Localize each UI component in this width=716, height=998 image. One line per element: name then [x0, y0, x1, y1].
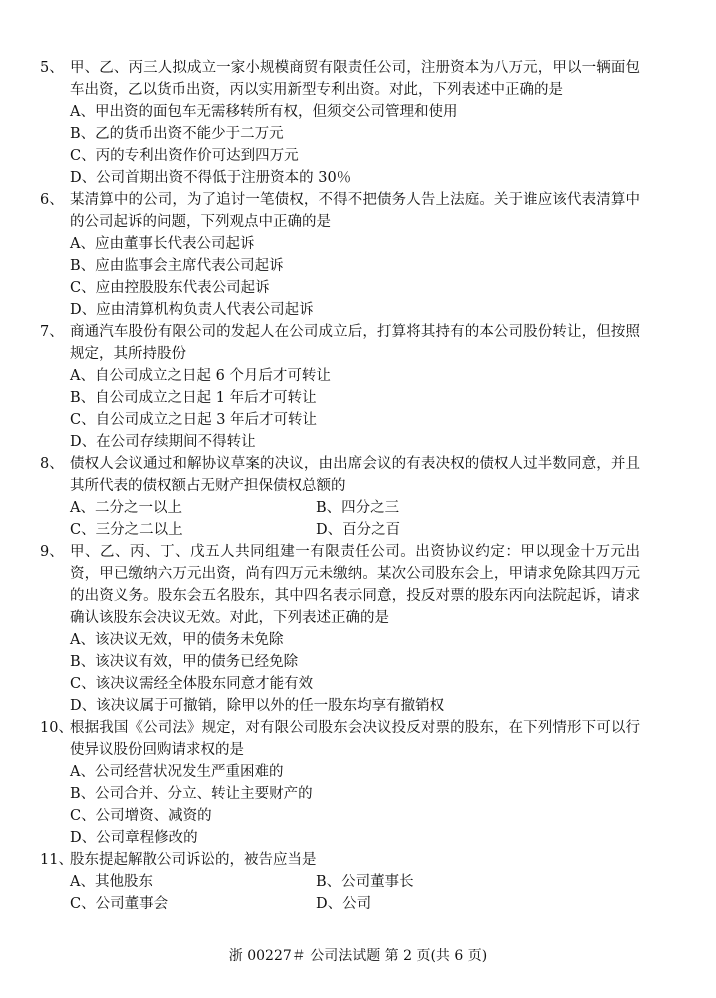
answer-option: A、公司经营状况发生严重困难的 [70, 764, 284, 780]
answer-option: B、该决议有效，甲的债务已经免除 [70, 654, 299, 670]
answer-option: D、应由清算机构负责人代表公司起诉 [70, 302, 314, 318]
answer-option: C、该决议需经全体股东同意才能有效 [70, 676, 314, 692]
question-0 [40, 57, 640, 189]
question-text: 股东提起解散公司诉讼的，被告应当是 [70, 852, 317, 868]
answer-option: A、甲出资的面包车无需移转所有权，但须交公司管理和使用 [70, 104, 458, 120]
answer-option: C、公司董事会 [70, 896, 169, 912]
answer-option: D、公司 [316, 896, 372, 912]
question-number: 8、 [40, 456, 64, 472]
question-3 [40, 453, 640, 541]
question-number: 11、 [40, 852, 73, 868]
answer-option: C、三分之二以上 [70, 522, 183, 538]
answer-option-row [40, 893, 640, 915]
answer-option-row [40, 497, 640, 519]
answer-option: A、该决议无效，甲的债务未免除 [70, 632, 284, 648]
question-stem [40, 321, 640, 365]
question-5 [40, 717, 640, 849]
answer-option: C、丙的专利出资作价可达到四万元 [70, 148, 299, 164]
question-text: 某清算中的公司，为了追讨一笔债权，不得不把债务人告上法庭。关于谁应该代表清算中的公司起诉的问题，下列观点中正确的是 [70, 192, 640, 230]
answer-option: A、自公司成立之日起 6 个月后才可转让 [70, 368, 331, 384]
question-1 [40, 189, 640, 321]
question-stem [40, 849, 640, 871]
answer-option: C、应由控股股东代表公司起诉 [70, 280, 270, 296]
question-number: 5、 [40, 60, 64, 76]
question-number: 10、 [40, 720, 73, 736]
question-stem [40, 541, 640, 629]
answer-option-row [40, 871, 640, 893]
answer-option: B、自公司成立之日起 1 年后才可转让 [70, 390, 317, 406]
answer-option: D、在公司存续期间不得转让 [70, 434, 256, 450]
question-number: 9、 [40, 544, 64, 560]
question-4 [40, 541, 640, 717]
question-number: 7、 [40, 324, 64, 340]
answer-option: C、自公司成立之日起 3 年后才可转让 [70, 412, 318, 428]
answer-option: A、其他股东 [70, 874, 153, 890]
answer-option: D、公司章程修改的 [70, 830, 198, 846]
question-text: 甲、乙、丙三人拟成立一家小规模商贸有限责任公司，注册资本为八万元，甲以一辆面包车出资，乙以货币出资，丙以实用新型专利出资。对此，下列表述中正确的是 [70, 60, 640, 98]
question-text: 商通汽车股份有限公司的发起人在公司成立后，打算将其持有的本公司股份转让，但按照规定，其所持股份 [70, 324, 640, 362]
question-6 [40, 849, 640, 915]
question-stem [40, 57, 640, 101]
question-text: 根据我国《公司法》规定，对有限公司股东会决议投反对票的股东，在下列情形下可以行使异议股份回购请求权的是 [70, 720, 640, 758]
answer-option: B、公司董事长 [316, 874, 414, 890]
answer-option: D、百分之百 [316, 522, 401, 538]
answer-option: B、公司合并、分立、转让主要财产的 [70, 786, 313, 802]
answer-option: A、二分之一以上 [70, 500, 182, 516]
answer-option: D、公司首期出资不得低于注册资本的 30％ [70, 170, 352, 186]
question-2 [40, 321, 640, 453]
answer-option: D、该决议属于可撤销，除甲以外的任一股东均享有撤销权 [70, 698, 445, 714]
answer-option-row [40, 519, 640, 541]
question-stem [40, 189, 640, 233]
answer-option: A、应由董事长代表公司起诉 [70, 236, 255, 252]
question-text: 甲、乙、丙、丁、戊五人共同组建一有限责任公司。出资协议约定：甲以现金十万元出资，甲已缴纳六万元出资，尚有四万元未缴纳。某次公司股东会上，甲请求免除其四万元的出资义务。股东会五名股东，其中四名表示同意，投反对票的股东丙向法院起诉，请求确认该股东会决议无效。对此，下列表述正确的是 [70, 544, 640, 626]
question-list [40, 57, 640, 915]
answer-option: B、应由监事会主席代表公司起诉 [70, 258, 284, 274]
page-footer: 浙 00227＃ 公司法试题 第 2 页(共 6 页) [228, 948, 488, 964]
question-stem [40, 453, 640, 497]
answer-option: C、公司增资、减资的 [70, 808, 212, 824]
question-number: 6、 [40, 192, 64, 208]
question-text: 债权人会议通过和解协议草案的决议，由出席会议的有表决权的债权人过半数同意，并且其所代表的债权额占无财产担保债权总额的 [70, 456, 640, 494]
answer-option: B、乙的货币出资不能少于二万元 [70, 126, 284, 142]
question-stem [40, 717, 640, 761]
answer-option: B、四分之三 [316, 500, 400, 516]
